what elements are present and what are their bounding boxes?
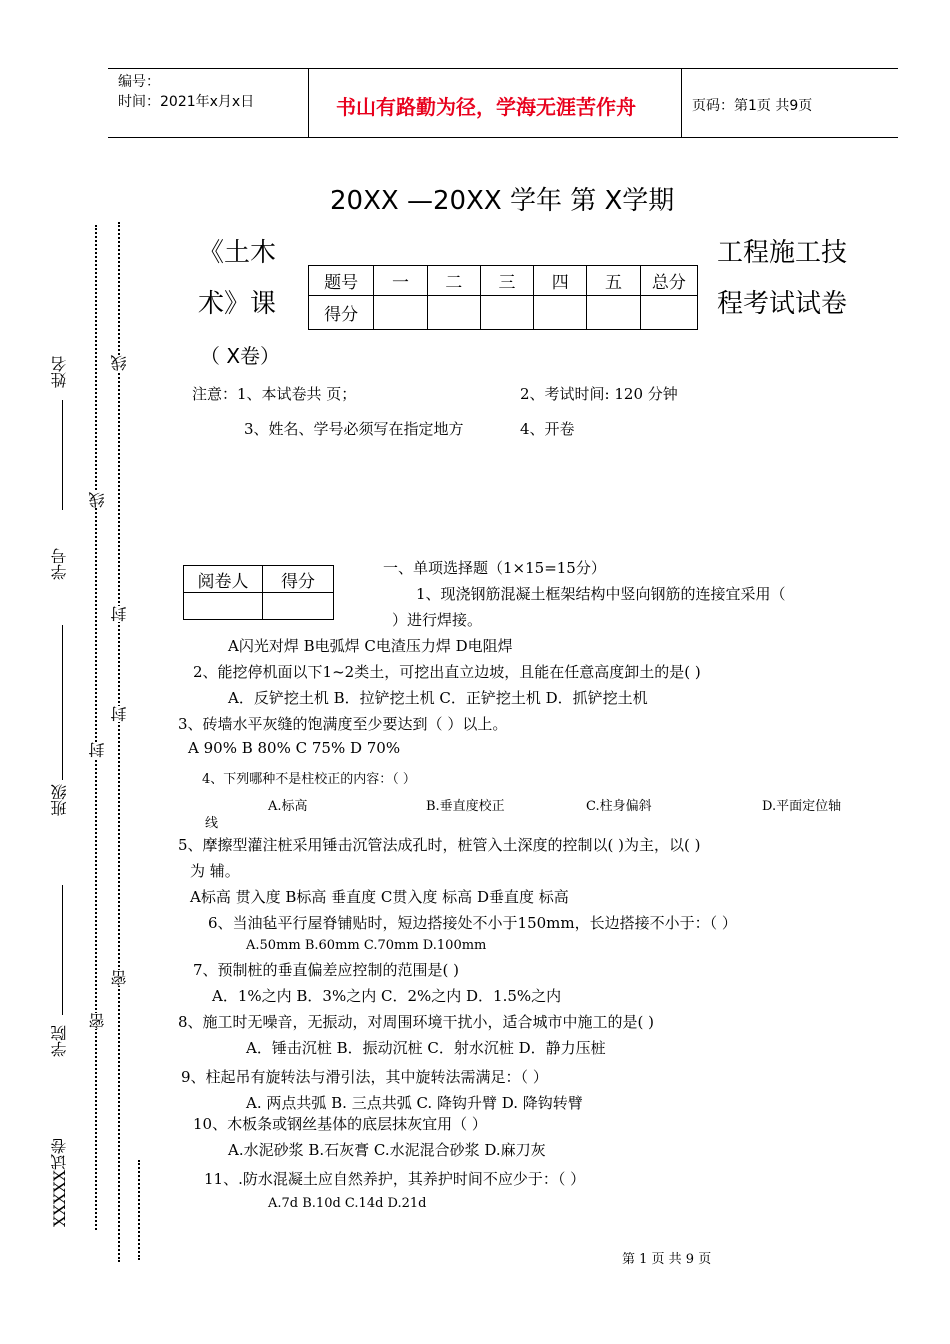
course-title-right-a: 工程施工技 xyxy=(717,238,848,268)
binding-name-label: 姓名 xyxy=(50,356,69,388)
binding-feng-mark: 封 xyxy=(110,606,129,622)
score-cell[interactable] xyxy=(374,296,427,330)
notice-name: 3、姓名、学号必须写在指定地方 xyxy=(244,420,464,438)
binding-feng-mark: 封 xyxy=(110,706,129,722)
question-5: 5、摩擦型灌注桩采用锤击沉管法成孔时，桩管入土深度的控制以( )为主，以( ) xyxy=(178,836,701,854)
grader-table xyxy=(183,565,334,620)
question-9: 9、柱起吊有旋转法与滑引法，其中旋转法需满足：（ ） xyxy=(181,1068,548,1086)
question-2: 2、能挖停机面以下1~2类土，可挖出直立边坡，且能在任意高度卸土的是( ) xyxy=(193,663,701,681)
question-7-options: A．1%之内 B．3%之内 C．2%之内 D．1.5%之内 xyxy=(212,987,562,1005)
page-footer: 第 1 页 共 9 页 xyxy=(622,1252,712,1267)
binding-xian-mark: 线 xyxy=(88,492,107,508)
score-row-label: 得分 xyxy=(309,296,374,330)
question-3: 3、砖墙水平灰缝的饱满度至少要达到（ ）以上。 xyxy=(178,715,508,733)
binding-xian-mark: 线 xyxy=(110,355,129,371)
question-1-cont: ）进行焊接。 xyxy=(392,611,483,629)
question-4-option-a: A.标高 xyxy=(268,799,308,814)
score-header: 五 xyxy=(587,266,640,296)
question-11-options: A.7d B.10d C.14d D.21d xyxy=(268,1196,427,1211)
score-header: 二 xyxy=(427,266,480,296)
question-6: 6、当油毡平行屋脊铺贴时，短边搭接处不小于150mm，长边搭接不小于：（ ） xyxy=(208,914,737,932)
question-2-options: A．反铲挖土机 B．拉铲挖土机 C．正铲挖土机 D．抓铲挖土机 xyxy=(228,689,648,707)
score-cell[interactable] xyxy=(587,296,640,330)
question-3-options: A 90% B 80% C 75% D 70% xyxy=(188,739,401,757)
header-time: 时间：2021年x月x日 xyxy=(118,94,255,110)
notice-time: 2、考试时间: 120 分钟 xyxy=(520,385,678,403)
course-title-right-b: 程考试试卷 xyxy=(717,289,848,319)
question-6-options: A.50mm B.60mm C.70mm D.100mm xyxy=(246,938,487,953)
question-5-options: A标高 贯入度 B标高 垂直度 C贯入度 标高 D垂直度 标高 xyxy=(190,888,569,906)
question-5-cont: 为 辅。 xyxy=(190,862,240,880)
question-4: 4、下列哪种不是柱校正的内容：（ ） xyxy=(202,772,416,787)
grader-header: 得分 xyxy=(263,566,334,593)
binding-mi-mark: 密 xyxy=(110,970,129,986)
question-4-option-c: C.柱身偏斜 xyxy=(586,799,652,814)
header-divider xyxy=(308,69,309,137)
student-id-field-line[interactable] xyxy=(62,625,63,780)
course-title-left-b: 术》课 xyxy=(198,289,277,319)
score-header: 总分 xyxy=(640,266,697,296)
score-header: 一 xyxy=(374,266,427,296)
grader-header: 阅卷人 xyxy=(184,566,263,593)
binding-college-label: 学院 xyxy=(50,1025,69,1057)
header-band xyxy=(108,68,898,138)
paper-version: （ X卷） xyxy=(200,344,281,368)
question-1-options: A闪光对焊 B电弧焊 C电渣压力焊 D电阻焊 xyxy=(228,637,513,655)
score-cell[interactable] xyxy=(534,296,587,330)
binding-feng-mark: 封 xyxy=(88,742,107,758)
binding-dotted-line xyxy=(95,225,97,1230)
question-8-options: A．锤击沉桩 B．振动沉桩 C．射水沉桩 D．静力压桩 xyxy=(246,1039,606,1057)
question-8: 8、施工时无噪音，无振动，对周围环境干扰小，适合城市中施工的是( ) xyxy=(178,1013,655,1031)
score-header: 三 xyxy=(480,266,533,296)
binding-dotted-line xyxy=(118,222,120,1262)
notice-open-book: 4、开卷 xyxy=(520,420,575,438)
grader-cell[interactable] xyxy=(263,593,334,620)
question-11: 11、.防水混凝土应自然养护，其养护时间不应少于：（ ） xyxy=(204,1170,586,1188)
question-10: 10、木板条或钢丝基体的底层抹灰宜用（ ） xyxy=(193,1115,487,1133)
header-divider xyxy=(681,69,682,137)
question-7: 7、预制桩的垂直偏差应控制的范围是( ) xyxy=(193,961,460,979)
name-field-line[interactable] xyxy=(62,400,63,510)
binding-class-label: 班级 xyxy=(50,784,69,816)
header-number-label: 编号： xyxy=(118,74,160,90)
binding-exam-label: XXXXX试卷 xyxy=(50,1138,69,1227)
question-4-option-d-cont: 线 xyxy=(205,816,219,831)
question-4-option-b: B.垂直度校正 xyxy=(426,799,505,814)
score-table xyxy=(308,265,698,330)
question-4-option-d: D.平面定位轴 xyxy=(762,799,842,814)
header-motto: 书山有路勤为径，学海无涯苦作舟 xyxy=(336,95,636,119)
question-9-options: A. 两点共弧 B. 三点共弧 C. 降钩升臂 D. 降钩转臂 xyxy=(246,1094,583,1112)
score-header: 四 xyxy=(534,266,587,296)
score-cell[interactable] xyxy=(427,296,480,330)
grader-cell[interactable] xyxy=(184,593,263,620)
class-field-line[interactable] xyxy=(62,885,63,1015)
binding-student-id-label: 学号 xyxy=(50,548,69,580)
question-10-options: A.水泥砂浆 B.石灰膏 C.水泥混合砂浆 D.麻刀灰 xyxy=(228,1141,546,1159)
section-title: 一、单项选择题（1×15=15分） xyxy=(383,559,606,577)
header-page-code: 页码：第1页 共9页 xyxy=(692,98,813,114)
binding-mi-mark: 密 xyxy=(88,1013,107,1029)
score-header: 题号 xyxy=(309,266,374,296)
score-cell[interactable] xyxy=(640,296,697,330)
notice-pages: 注意：1、本试卷共 页； xyxy=(192,385,357,403)
score-cell[interactable] xyxy=(480,296,533,330)
question-1: 1、现浇钢筋混凝土框架结构中竖向钢筋的连接宜采用（ xyxy=(416,585,786,603)
binding-dotted-line xyxy=(138,1160,140,1260)
exam-term-title: 20XX —20XX 学年 第 X学期 xyxy=(330,186,675,216)
course-title-left-a: 《土木 xyxy=(198,238,277,268)
